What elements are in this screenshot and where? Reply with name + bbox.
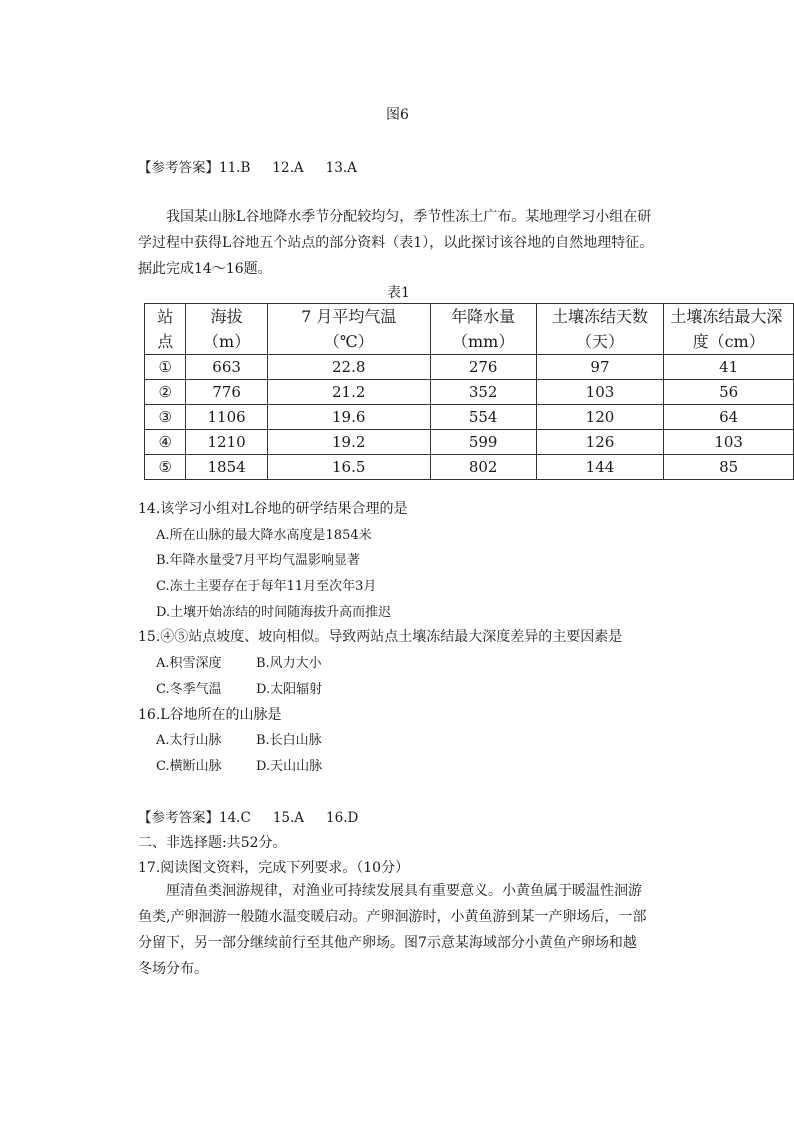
question-15-option-c: C.冬季气温: [156, 682, 222, 697]
answer-item: 15.A: [272, 810, 305, 826]
question-14-option-d: D.土壤开始冻结的时间随海拔升高而推迟: [156, 605, 392, 620]
table-cell: 120: [536, 405, 664, 430]
question-14-option-c: C.冻土主要存在于每年11月至次年3月: [156, 579, 377, 594]
table-row: [145, 380, 794, 405]
table-row: [145, 355, 794, 380]
header-cell: （m）: [186, 329, 267, 355]
table-cell: 22.8: [267, 355, 430, 380]
table-cell: 126: [536, 430, 664, 455]
header-cell: 站: [145, 304, 186, 330]
header-cell: 度（cm）: [664, 329, 794, 355]
table-cell: ④: [145, 430, 186, 455]
table-cell: ③: [145, 405, 186, 430]
table-header-row: [145, 304, 794, 330]
table-cell: 663: [186, 355, 267, 380]
table-cell: ①: [145, 355, 186, 380]
table-cell: 19.2: [267, 430, 430, 455]
table-cell: 21.2: [267, 380, 430, 405]
table-cell: 1106: [186, 405, 267, 430]
answer-item: 16.D: [326, 810, 359, 826]
answer-item: 11.B: [219, 160, 251, 176]
question-17-stem: 17.阅读图文资料，完成下列要求。（10分）: [138, 860, 410, 876]
table-cell: ⑤: [145, 455, 186, 480]
question-14-option-a: A.所在山脉的最大降水高度是1854米: [156, 528, 372, 543]
table-cell: 144: [536, 455, 664, 480]
table-cell: 103: [536, 380, 664, 405]
question-17-material: 厘清鱼类洄游规律，对渔业可持续发展具有重要意义。小黄鱼属于暖温性洄游鱼类,产卵洄游一般随水温变暖启动。产卵洄游时，小黄鱼游到某一产卵场后，一部分留下，另一部分继续前行至其他产卵场。图7示意某海域部分小黄鱼产卵场和越冬场分布。: [138, 883, 647, 977]
table-header-row: [145, 329, 794, 355]
question-14-option-b: B.年降水量受7月平均气温影响显著: [156, 553, 360, 568]
question-15-option-d: D.太阳辐射: [256, 682, 323, 697]
table-cell: 56: [664, 380, 794, 405]
intro-paragraph: 我国某山脉L谷地降水季节分配较均匀，季节性冻土广布。某地理学习小组在研学过程中获得L谷地五个站点的部分资料（表1），以此探讨该谷地的自然地理特征。据此完成14～16题。: [138, 209, 654, 277]
table-cell: 276: [430, 355, 536, 380]
header-cell: 年降水量: [430, 304, 536, 330]
header-cell: 海拔: [186, 304, 267, 330]
answer-item: 13.A: [325, 160, 357, 176]
question-15-options-row-2: [156, 678, 323, 697]
question-15-option-a: A.积雪深度: [156, 656, 222, 671]
table-cell: 97: [536, 355, 664, 380]
question-14-stem: 14.该学习小组对L谷地的研学结果合理的是: [138, 501, 408, 517]
answer-key-2: [138, 806, 380, 826]
header-cell: 7 月平均气温: [267, 304, 430, 330]
station-data-table: [144, 303, 794, 480]
answer-item: 12.A: [272, 160, 304, 176]
answer-item: 14.C: [219, 810, 251, 826]
question-15-options-row-1: [156, 652, 322, 671]
figure-caption: 图6: [386, 107, 409, 123]
table-row: [145, 430, 794, 455]
header-cell: （mm）: [430, 329, 536, 355]
table-cell: 1210: [186, 430, 267, 455]
table-row: [145, 405, 794, 430]
table-cell: 85: [664, 455, 794, 480]
header-cell: 土壤冻结天数: [536, 304, 664, 330]
table-cell: 41: [664, 355, 794, 380]
question-16-option-b: B.长白山脉: [256, 733, 322, 748]
header-cell: （天）: [536, 329, 664, 355]
table-cell: 352: [430, 380, 536, 405]
question-16-option-a: A.太行山脉: [156, 733, 222, 748]
question-15-option-b: B.风力大小: [256, 656, 322, 671]
table-row: [145, 455, 794, 480]
table-cell: 599: [430, 430, 536, 455]
table-cell: 802: [430, 455, 536, 480]
table-cell: 103: [664, 430, 794, 455]
table-cell: 554: [430, 405, 536, 430]
table-caption: 表1: [387, 285, 410, 301]
answer-label: 【参考答案】: [138, 160, 219, 176]
table-cell: 19.6: [267, 405, 430, 430]
table-cell: 1854: [186, 455, 267, 480]
question-16-options-row-1: [156, 729, 322, 748]
header-cell: 土壤冻结最大深: [664, 304, 794, 330]
header-cell: （℃）: [267, 329, 430, 355]
table-cell: 776: [186, 380, 267, 405]
question-16-stem: 16.L谷地所在的山脉是: [138, 707, 282, 723]
table-cell: ②: [145, 380, 186, 405]
question-15-stem: 15.④⑤站点坡度、坡向相似。导致两站点土壤冻结最大深度差异的主要因素是: [138, 629, 623, 645]
question-16-option-c: C.横断山脉: [156, 759, 222, 774]
answer-key-1: [138, 156, 379, 176]
section-heading: 二、非选择题:共52分。: [138, 835, 287, 851]
question-16-option-d: D.天山山脉: [256, 759, 323, 774]
question-16-options-row-2: [156, 755, 323, 774]
table-cell: 64: [664, 405, 794, 430]
answer-label: 【参考答案】: [138, 810, 219, 826]
header-cell: 点: [145, 329, 186, 355]
table-cell: 16.5: [267, 455, 430, 480]
